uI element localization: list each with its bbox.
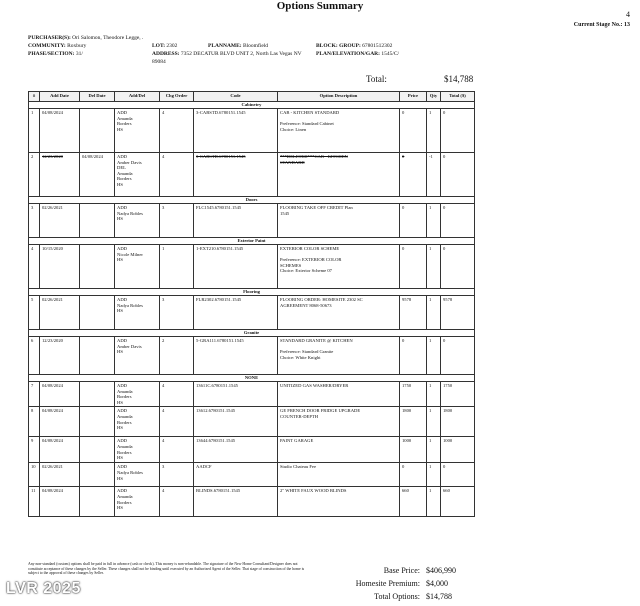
price-cell: 0 — [400, 153, 427, 197]
code-cell: 3-CABSTD.6780151.1545 — [194, 153, 278, 197]
section-title: NONE — [29, 375, 475, 382]
add-del-cell: ADD Amanda Borders HS — [115, 407, 160, 437]
table-row — [29, 437, 475, 463]
row-total-cell: 1800 — [441, 407, 475, 437]
option-description-cell: 2" WHITE FAUX WOOD BLINDS — [278, 487, 400, 517]
add-date-cell: 04/08/2024 — [40, 109, 80, 153]
community-label: COMMUNITY: — [28, 43, 66, 49]
row-number-cell: 2 — [29, 153, 40, 197]
row-total-cell: 1000 — [441, 437, 475, 463]
lot-value: 2302 — [166, 43, 178, 49]
qty-cell: 1 — [427, 463, 441, 487]
table-row — [29, 153, 475, 197]
option-description-cell: CAB - KITCHEN STANDARD Preference: Standard Cabinet Choice: Linen — [278, 109, 400, 153]
row-number-cell: 6 — [29, 337, 40, 375]
table-row — [29, 245, 475, 289]
code-cell: 13644.6780151.1545 — [194, 437, 278, 463]
base-price-value: $406,990 — [426, 566, 456, 575]
price-cell: 1000 — [400, 437, 427, 463]
qty-cell: 1 — [427, 296, 441, 330]
column-header: Add/Del — [115, 92, 160, 102]
del-date-cell — [80, 382, 115, 407]
change-order-cell: 4 — [160, 407, 194, 437]
homesite-premium-label: Homesite Premium: — [355, 579, 420, 588]
change-order-cell: 4 — [160, 487, 194, 517]
section-title: Flooring — [29, 289, 475, 296]
add-date-cell: 04/08/2024 — [40, 382, 80, 407]
add-del-cell: ADD Nadya Robles HS — [115, 463, 160, 487]
change-order-cell: 2 — [160, 337, 194, 375]
add-del-cell: ADD Amber Davis DEL Amanda Borders HS — [115, 153, 160, 197]
row-total-cell: 0 — [441, 153, 475, 197]
options-table — [28, 91, 475, 517]
price-cell: 9578 — [400, 296, 427, 330]
code-cell: BLINDS.6780151.1545 — [194, 487, 278, 517]
column-header: Option Description — [278, 92, 400, 102]
table-row — [29, 296, 475, 330]
phase-value: 31/ — [75, 51, 83, 57]
option-description-cell: GE FRENCH DOOR FRIDGE UPGRADE COUNTER-DEPTH — [278, 407, 400, 437]
option-description-cell: FLOORING ORDER: HOMESITE 2302 SC AGREEMENT 8068-50673 — [278, 296, 400, 330]
code-cell: 3-CABSTD.6780151.1545 — [194, 109, 278, 153]
total-value: $14,788 — [444, 74, 474, 84]
lot-label: LOT: — [152, 43, 166, 49]
row-total-cell: 0 — [441, 204, 475, 238]
price-cell: 660 — [400, 487, 427, 517]
del-date-cell — [80, 463, 115, 487]
total-options-value: $14,788 — [426, 592, 452, 601]
del-date-cell — [80, 407, 115, 437]
add-del-cell: ADD Nicole Milner HS — [115, 245, 160, 289]
option-description-cell: EXTERIOR COLOR SCHEME Preference: EXTERIOR COLOR SCHEMES Choice: Exterior Scheme 07 — [278, 245, 400, 289]
qty-cell: 1 — [427, 487, 441, 517]
add-date-cell: 04/08/2024 — [40, 487, 80, 517]
add-del-cell: ADD Amanda Borders HS — [115, 487, 160, 517]
del-date-cell — [80, 109, 115, 153]
code-cell: FLC1545.6780151.1545 — [194, 204, 278, 238]
purchasers-value: Ori Salomon, Theodore Legge, . — [72, 35, 144, 41]
row-number-cell: 8 — [29, 407, 40, 437]
price-cell: 0 — [400, 109, 427, 153]
community-line — [28, 42, 86, 50]
price-cell: 0 — [400, 463, 427, 487]
page-number: 4 — [626, 10, 630, 19]
add-del-cell: ADD Nadya Robles HS — [115, 204, 160, 238]
price-cell: 1750 — [400, 382, 427, 407]
column-header: Qty — [427, 92, 441, 102]
column-header: Total ($) — [441, 92, 475, 102]
price-cell: 0 — [400, 204, 427, 238]
total-label: Total: — [366, 74, 387, 84]
row-total-cell: 9578 — [441, 296, 475, 330]
column-header: Code — [194, 92, 278, 102]
table-row — [29, 109, 475, 153]
table-row — [29, 337, 475, 375]
del-date-cell — [80, 245, 115, 289]
add-date-cell: 02/26/2021 — [40, 204, 80, 238]
add-date-cell: 12/23/2020 — [40, 153, 80, 197]
section-row — [29, 375, 475, 382]
section-row — [29, 238, 475, 245]
change-order-cell: 4 — [160, 382, 194, 407]
del-date-cell — [80, 296, 115, 330]
del-date-cell — [80, 487, 115, 517]
row-number-cell: 11 — [29, 487, 40, 517]
add-del-cell: ADD Amanda Borders HS — [115, 437, 160, 463]
change-order-cell: 3 — [160, 204, 194, 238]
code-cell: 13612.6780151.1545 — [194, 407, 278, 437]
block-group-line — [316, 42, 392, 50]
row-total-cell: 0 — [441, 109, 475, 153]
option-description-cell: UNITIZED GAS WASHER/DRYER — [278, 382, 400, 407]
code-cell: AADCF — [194, 463, 278, 487]
qty-cell: 1 — [427, 407, 441, 437]
group-value: 67801512302 — [362, 43, 393, 49]
row-total-cell: 0 — [441, 463, 475, 487]
table-row — [29, 204, 475, 238]
qty-cell: 1 — [427, 204, 441, 238]
section-title: Doors — [29, 197, 475, 204]
qty-cell: 1 — [427, 382, 441, 407]
address-label: ADDRESS: — [152, 51, 180, 57]
option-description-cell: FLOORING TAKE OFF CREDIT Plan 1545 — [278, 204, 400, 238]
purchasers-line — [28, 34, 143, 42]
row-number-cell: 1 — [29, 109, 40, 153]
change-order-cell: 1 — [160, 245, 194, 289]
row-total-cell: 1750 — [441, 382, 475, 407]
qty-cell: -1 — [427, 153, 441, 197]
planname-line — [208, 42, 268, 50]
code-cell: 1-EXT210.6780151.1545 — [194, 245, 278, 289]
column-header: Chg Order — [160, 92, 194, 102]
options-table-body — [29, 102, 475, 517]
phase-label: PHASE/SECTION: — [28, 51, 75, 57]
code-cell: FLR2302.6780151.1545 — [194, 296, 278, 330]
del-date-cell: 04/08/2024 — [80, 153, 115, 197]
table-row — [29, 487, 475, 517]
plan-elevation-label: PLAN/ELEVATION/GAR: — [316, 51, 380, 57]
phase-line — [28, 50, 83, 58]
total-options-label: Total Options: — [374, 592, 420, 601]
planname-label: PLANNAME: — [208, 43, 242, 49]
row-number-cell: 5 — [29, 296, 40, 330]
table-row — [29, 463, 475, 487]
row-total-cell: 660 — [441, 487, 475, 517]
qty-cell: 1 — [427, 245, 441, 289]
change-order-cell: 4 — [160, 437, 194, 463]
price-cell: 0 — [400, 337, 427, 375]
add-date-cell: 02/26/2021 — [40, 463, 80, 487]
footnote: Any non-standard (custom) options shall be paid in full in advance (cash or check). This money is non-refundable. The signature of the New Home Consultant/Designer does not constitute acceptance of these changes by the Seller. These changes shall not be binding until executed by an Authorized Agent of the Seller. That stage of construction of the home is subject to the approval of these changes by Seller. — [28, 562, 305, 576]
code-cell: 13611C.6780151.1545 — [194, 382, 278, 407]
row-number-cell: 10 — [29, 463, 40, 487]
del-date-cell — [80, 337, 115, 375]
lot-line — [152, 42, 177, 50]
column-header: Del Date — [80, 92, 115, 102]
watermark-logo: LVR 2025 — [6, 580, 81, 597]
group-label: GROUP: — [339, 43, 361, 49]
qty-cell: 1 — [427, 337, 441, 375]
option-description-cell: STANDARD GRANITE @ KITCHEN Preference: Standard Granite Choice: White Knight — [278, 337, 400, 375]
section-row — [29, 102, 475, 109]
row-total-cell: 0 — [441, 337, 475, 375]
planname-value: Bloomfield — [242, 43, 269, 49]
row-number-cell: 3 — [29, 204, 40, 238]
row-number-cell: 7 — [29, 382, 40, 407]
plan-elevation-value: 1545/C/ — [381, 51, 400, 57]
table-header-row — [29, 92, 475, 102]
column-header: Add Date — [40, 92, 80, 102]
add-date-cell: 04/08/2024 — [40, 437, 80, 463]
homesite-premium-value: $4,000 — [426, 579, 448, 588]
change-order-cell: 4 — [160, 153, 194, 197]
option-description-cell: PAINT GARAGE — [278, 437, 400, 463]
address-value: 7352 DECATUR BLVD UNIT 2, North Las Vegas NV 89084 — [152, 51, 302, 65]
address-line — [152, 50, 312, 66]
community-value: Roxbury — [67, 43, 87, 49]
add-date-cell: 02/26/2021 — [40, 296, 80, 330]
del-date-cell — [80, 204, 115, 238]
section-row — [29, 197, 475, 204]
add-date-cell: 12/23/2020 — [40, 337, 80, 375]
price-cell: 1800 — [400, 407, 427, 437]
plan-elevation-line — [316, 50, 399, 58]
option-description-cell: Studio Chateau Fee — [278, 463, 400, 487]
page-title: Options Summary — [276, 0, 364, 12]
table-row — [29, 407, 475, 437]
section-title: Granite — [29, 330, 475, 337]
qty-cell: 1 — [427, 109, 441, 153]
option-description-cell: ***DELETED***CAB - KITCHEN STANDARD — [278, 153, 400, 197]
base-price-label: Base Price: — [383, 566, 420, 575]
row-total-cell: 0 — [441, 245, 475, 289]
price-cell: 0 — [400, 245, 427, 289]
change-order-cell: 3 — [160, 296, 194, 330]
add-del-cell: ADD Amber Davis HS — [115, 337, 160, 375]
block-label: BLOCK: — [316, 43, 338, 49]
qty-cell: 1 — [427, 437, 441, 463]
add-del-cell: ADD Amanda Borders HS — [115, 382, 160, 407]
purchasers-label: PURCHASER(S): — [28, 35, 71, 41]
del-date-cell — [80, 437, 115, 463]
section-row — [29, 330, 475, 337]
column-header: Price — [400, 92, 427, 102]
add-date-cell: 10/15/2020 — [40, 245, 80, 289]
change-order-cell: 3 — [160, 463, 194, 487]
change-order-cell: 4 — [160, 109, 194, 153]
add-del-cell: ADD Amanda Borders HS — [115, 109, 160, 153]
add-del-cell: ADD Nadya Robles HS — [115, 296, 160, 330]
section-row — [29, 289, 475, 296]
section-title: Cabinetry — [29, 102, 475, 109]
current-stage: Current Stage No.: 13 — [573, 22, 630, 28]
row-number-cell: 4 — [29, 245, 40, 289]
add-date-cell: 04/08/2024 — [40, 407, 80, 437]
code-cell: 5-GRA111.6780151.1545 — [194, 337, 278, 375]
section-title: Exterior Paint — [29, 238, 475, 245]
row-number-cell: 9 — [29, 437, 40, 463]
column-header: # — [29, 92, 40, 102]
table-row — [29, 382, 475, 407]
